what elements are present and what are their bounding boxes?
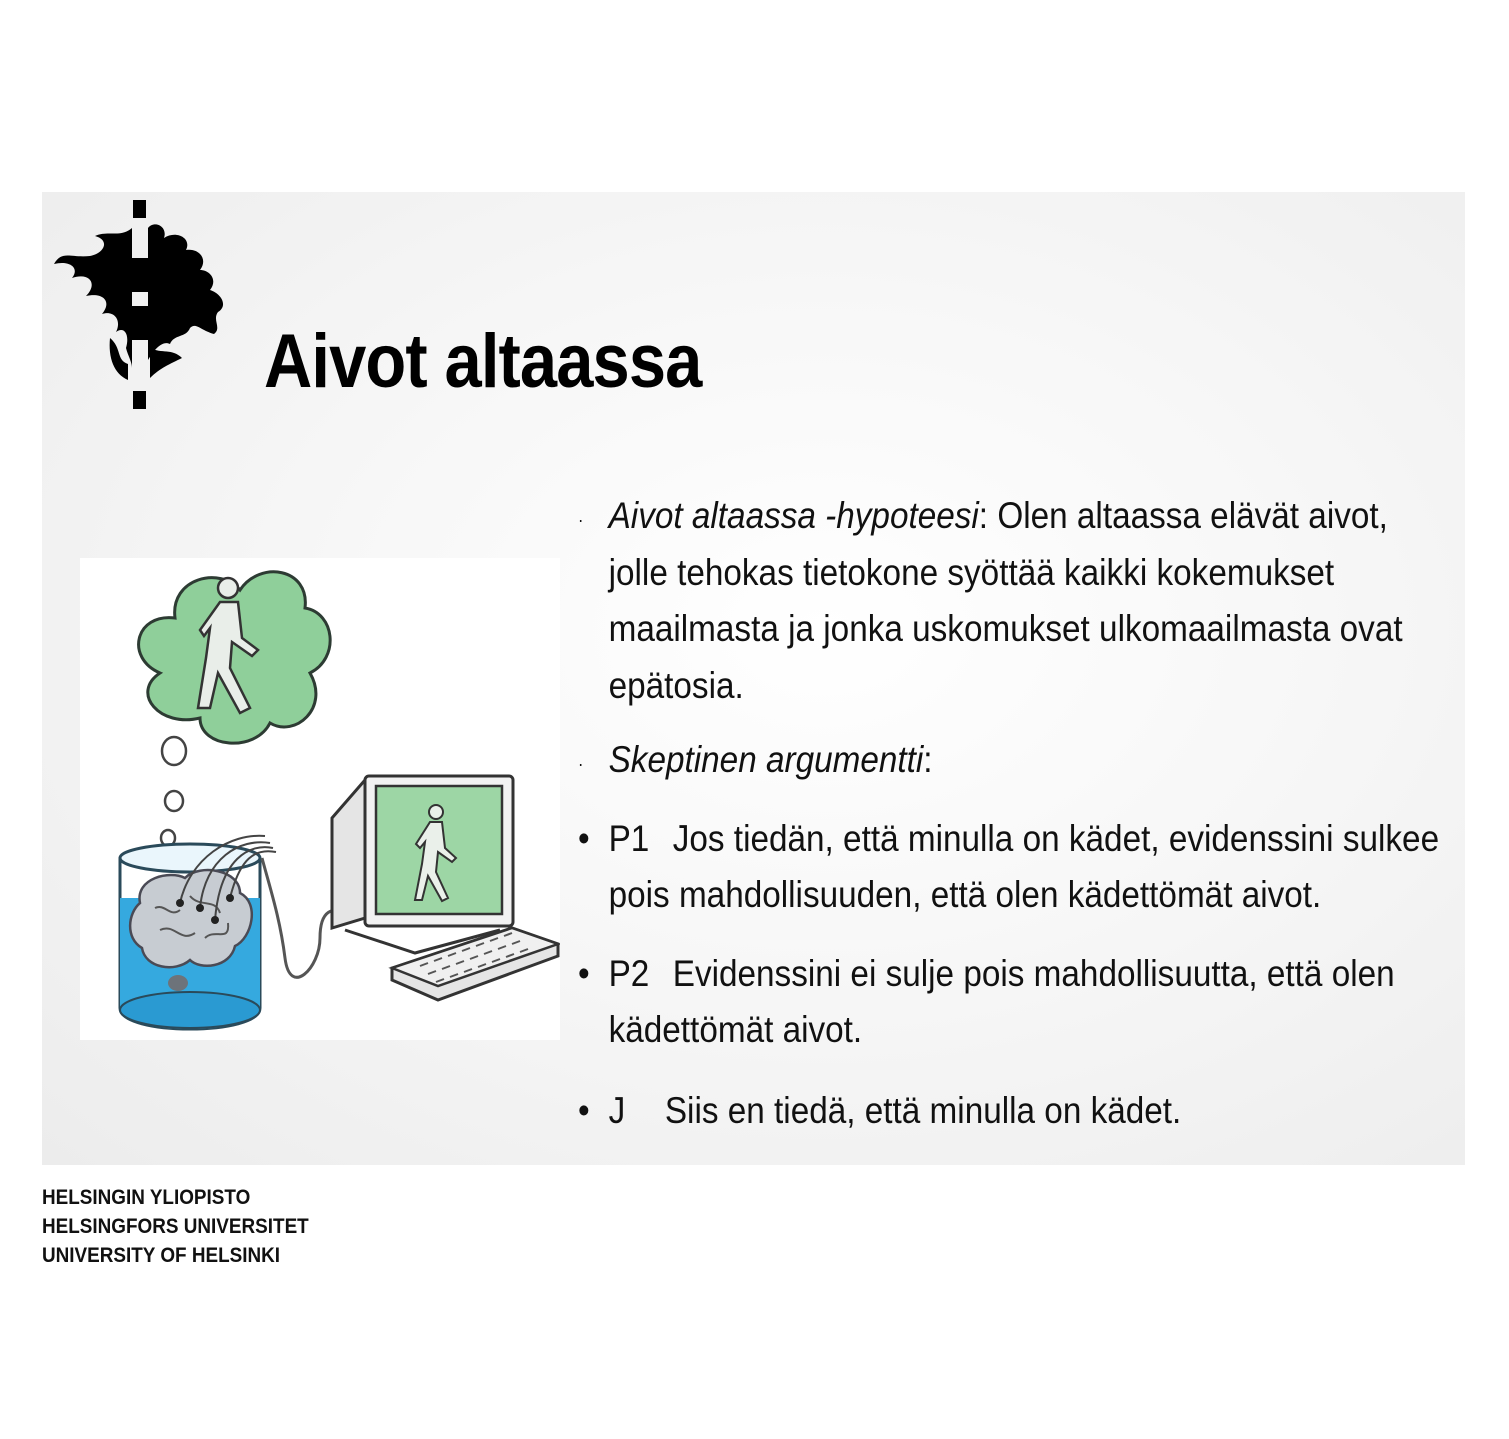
list-item	[578, 488, 1446, 714]
argument-term: Skeptinen argumentti	[608, 739, 924, 780]
slide-title: Aivot altaassa	[264, 319, 702, 404]
bullet-mark: •	[578, 1089, 590, 1131]
brain-in-vat-icon	[120, 836, 342, 1029]
argument-colon: :	[923, 739, 933, 780]
university-name-sv: HELSINGFORS UNIVERSITET	[42, 1215, 309, 1238]
premise-text: Evidenssini ei sulje pois mahdollisuutta, että olen kädettömät aivot.	[608, 952, 1395, 1050]
university-logo-icon	[50, 198, 230, 416]
brain-in-vat-illustration	[80, 558, 560, 1040]
conclusion-label: J	[608, 1089, 626, 1131]
premise-label: P2	[608, 952, 650, 994]
bullet-mark: •	[578, 952, 590, 994]
list-item	[578, 946, 1446, 1059]
premise-text: Jos tiedän, että minulla on kädet, evidenssini sulkee pois mahdollisuuden, että olen kädettömät aivot.	[608, 817, 1440, 915]
university-name	[42, 1183, 309, 1270]
premise-label: P1	[608, 817, 650, 859]
list-item	[578, 811, 1446, 924]
hypothesis-text: : Olen altaassa elävät aivot, jolle tehokas tietokone syöttää kaikki kokemukset maailmasta ja jonka uskomukset ulkomaailmasta ovat epätosia.	[608, 495, 1403, 706]
keyboard-icon	[392, 928, 558, 1000]
bullet-mark: •	[578, 817, 590, 859]
computer-monitor-icon	[332, 776, 513, 953]
bullet-list	[578, 488, 1458, 1139]
conclusion-text: Siis en tiedä, että minulla on kädet.	[664, 1089, 1182, 1131]
bullet-mark: ·	[578, 510, 584, 530]
hypothesis-term: Aivot altaassa -hypoteesi	[608, 495, 979, 536]
list-item	[578, 732, 1446, 789]
university-name-en: UNIVERSITY OF HELSINKI	[42, 1244, 281, 1267]
bullet-mark: ·	[578, 754, 584, 774]
university-name-fi: HELSINGIN YLIOPISTO	[42, 1186, 251, 1209]
thought-cloud-icon	[139, 572, 331, 743]
list-item	[578, 1083, 1446, 1140]
